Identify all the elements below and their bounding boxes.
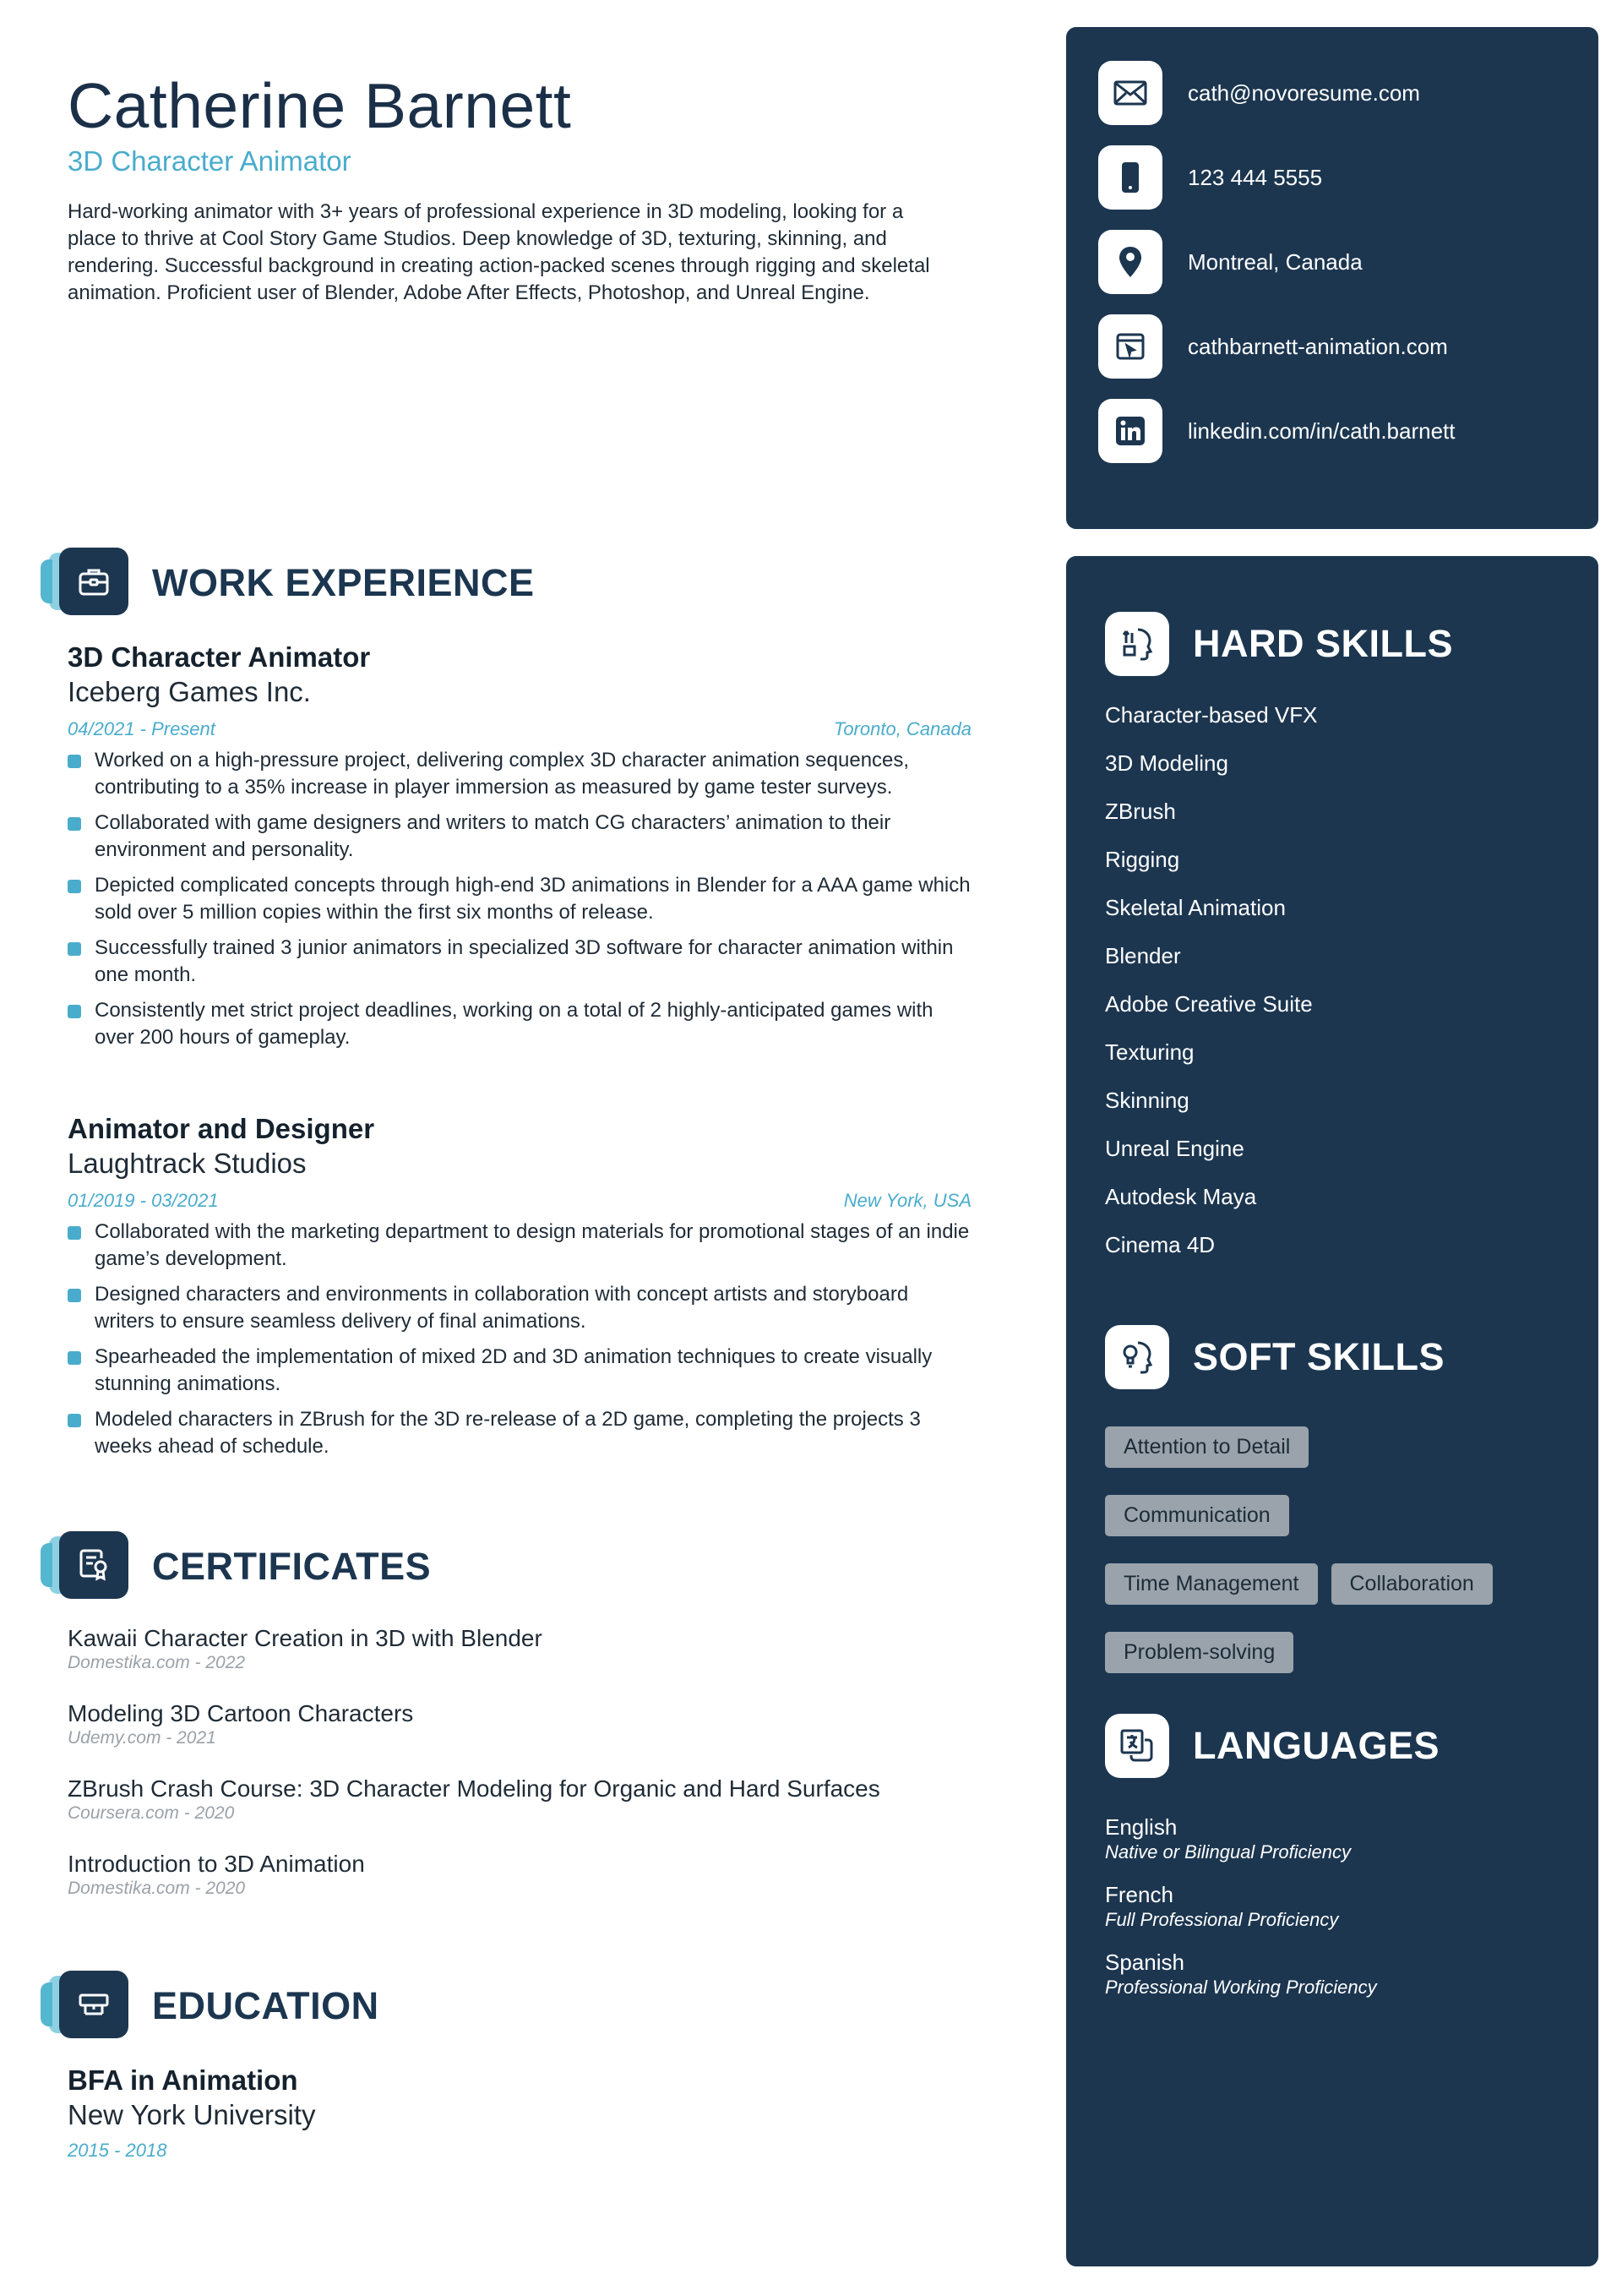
contact-email[interactable] xyxy=(1098,61,1420,125)
language-level: Professional Working Proficiency xyxy=(1105,1977,1377,1998)
bullet-item: Collaborated with game designers and writers to match CG characters’ animation to their environment and personality. xyxy=(68,810,972,864)
contact-text: 123 444 5555 xyxy=(1188,164,1323,190)
bullet-item: Consistently met strict project deadlines, working on a total of 2 highly-anticipated games with over 200 hours of gameplay. xyxy=(68,997,972,1051)
job-entry xyxy=(68,1112,972,1469)
contact-text: Montreal, Canada xyxy=(1188,248,1363,275)
hard-skill-item: Rigging xyxy=(1105,847,1180,872)
language-item xyxy=(1105,1813,1377,1864)
certificate-title: Introduction to 3D Animation xyxy=(68,1851,365,1877)
contact-text: cath@novoresume.com xyxy=(1188,79,1420,106)
heading-accent-bar xyxy=(41,1982,52,2026)
job-meta xyxy=(68,1190,972,1212)
tools-head-icon xyxy=(1105,612,1169,676)
bullet-item: Successfully trained 3 junior animators in specialized 3D software for character animation within one month. xyxy=(68,935,972,989)
certificate-item xyxy=(68,1850,972,1899)
bullet-item: Collaborated with the marketing department to design materials for promotional stages of an indie game’s development. xyxy=(68,1219,972,1273)
soft-skill-tag: Problem-solving xyxy=(1105,1632,1293,1673)
bullet-item: Spearheaded the implementation of mixed 2D and 3D animation techniques to create visually stunning animations. xyxy=(68,1344,972,1398)
translate-icon xyxy=(1105,1714,1169,1778)
bullet-item: Designed characters and environments in collaboration with concept artists and storyboard writers to ensure seamless delivery of final animations. xyxy=(68,1281,972,1335)
section-title: EDUCATION xyxy=(152,1984,379,2027)
language-name: Spanish xyxy=(1105,1950,1184,1975)
hard-skill-item: Cinema 4D xyxy=(1105,1232,1216,1257)
soft-skills-tags xyxy=(1105,1426,1561,1673)
certificate-item xyxy=(68,1624,972,1673)
certificate-source: Coursera.com - 2020 xyxy=(68,1803,235,1823)
degree-title: BFA in Animation xyxy=(68,2064,298,2096)
work-experience-heading xyxy=(41,548,581,615)
soft-skills-heading xyxy=(1105,1323,1445,1391)
certificate-title: ZBrush Crash Course: 3D Character Modeling for Organic and Hard Surfaces xyxy=(68,1775,880,1802)
hard-skills-heading xyxy=(1105,610,1453,678)
job-title: Animator and Designer xyxy=(68,1113,375,1144)
soft-skill-tag: Time Management xyxy=(1105,1563,1318,1605)
job-dates: 01/2019 - 03/2021 xyxy=(68,1190,219,1211)
section-title: SOFT SKILLS xyxy=(1193,1335,1445,1378)
phone-icon xyxy=(1098,145,1162,210)
job-title: 3D Character Animator xyxy=(68,641,371,673)
certificate-item xyxy=(68,1775,972,1824)
job-bullets xyxy=(68,1219,972,1460)
language-item xyxy=(1105,1881,1377,1932)
language-level: Native or Bilingual Proficiency xyxy=(1105,1841,1352,1862)
hard-skill-item: Blender xyxy=(1105,943,1181,968)
profile-summary: Hard-working animator with 3+ years of professional experience in 3D modeling, looking for a place to thrive at Cool Story Game Studios. Deep knowledge of 3D, texturing, skinning, and rendering. Successful background in creating action-packed scenes through rigging and skeletal animation. Proficient user of Blender, Adobe After Effects, Photoshop, and Unreal Engine. xyxy=(68,200,930,304)
job-entry xyxy=(68,641,972,1060)
bullet-item: Worked on a high-pressure project, delivering complex 3D character animation sequences, contributing to a 35% increase in player immersion as measured by game tester surveys. xyxy=(68,747,972,801)
language-name: English xyxy=(1105,1814,1178,1840)
linkedin-icon xyxy=(1098,399,1162,463)
hard-skill-item: Skinning xyxy=(1105,1088,1189,1113)
soft-skill-tag: Communication xyxy=(1105,1495,1289,1536)
certificate-icon xyxy=(59,1531,128,1599)
job-meta xyxy=(68,718,972,740)
hard-skill-item: Character-based VFX xyxy=(1105,702,1318,728)
job-company: Iceberg Games Inc. xyxy=(68,676,311,707)
education-entry xyxy=(68,2064,315,2162)
section-title: CERTIFICATES xyxy=(152,1545,432,1588)
contact-phone[interactable] xyxy=(1098,145,1322,210)
education-heading xyxy=(41,1971,581,2038)
lightbulb-head-icon xyxy=(1105,1325,1169,1389)
certificate-source: Domestika.com - 2020 xyxy=(68,1879,246,1898)
section-title: HARD SKILLS xyxy=(1193,622,1453,665)
language-level: Full Professional Proficiency xyxy=(1105,1909,1339,1930)
job-company: Laughtrack Studios xyxy=(68,1148,307,1179)
job-dates: 04/2021 - Present xyxy=(68,718,215,739)
hard-skill-item: ZBrush xyxy=(1105,799,1176,824)
certificate-title: Modeling 3D Cartoon Characters xyxy=(68,1700,414,1726)
certificate-source: Udemy.com - 2021 xyxy=(68,1728,216,1748)
certificates-heading xyxy=(41,1531,581,1599)
hard-skill-item: Adobe Creative Suite xyxy=(1105,991,1313,1017)
candidate-role: 3D Character Animator xyxy=(68,145,351,177)
location-icon xyxy=(1098,230,1162,294)
hard-skill-item: 3D Modeling xyxy=(1105,750,1228,776)
skills-panel xyxy=(1066,556,1598,2266)
contact-text: cathbarnett-animation.com xyxy=(1188,333,1448,359)
contact-website[interactable] xyxy=(1098,314,1448,379)
heading-accent-bar xyxy=(41,1543,52,1587)
hard-skills-list xyxy=(1105,700,1317,1278)
school-name: New York University xyxy=(68,2099,316,2130)
contact-linkedin[interactable] xyxy=(1098,399,1456,463)
language-name: French xyxy=(1105,1882,1173,1907)
email-icon xyxy=(1098,61,1162,125)
job-bullets xyxy=(68,747,972,1051)
job-location: New York, USA xyxy=(843,1190,972,1211)
contact-location xyxy=(1098,230,1363,294)
bullet-item: Depicted complicated concepts through high-end 3D animations in Blender for a AAA game which sold over 5 million copies within the first six months of release. xyxy=(68,872,972,926)
job-location: Toronto, Canada xyxy=(833,718,972,739)
soft-skill-tag: Attention to Detail xyxy=(1105,1426,1309,1468)
section-title: LANGUAGES xyxy=(1193,1724,1440,1767)
contact-text: linkedin.com/in/cath.barnett xyxy=(1188,417,1456,444)
education-dates: 2015 - 2018 xyxy=(68,2140,167,2161)
briefcase-icon xyxy=(59,548,128,615)
languages-heading xyxy=(1105,1712,1440,1780)
certificate-source: Domestika.com - 2022 xyxy=(68,1653,246,1672)
candidate-name: Catherine Barnett xyxy=(68,70,572,141)
contact-panel xyxy=(1066,27,1598,529)
heading-accent-bar xyxy=(41,559,52,603)
section-title: WORK EXPERIENCE xyxy=(152,561,535,604)
certificate-title: Kawaii Character Creation in 3D with Blender xyxy=(68,1625,542,1651)
bullet-item: Modeled characters in ZBrush for the 3D re-release of a 2D game, completing the projects 3 weeks ahead of schedule. xyxy=(68,1406,972,1460)
hard-skill-item: Autodesk Maya xyxy=(1105,1184,1257,1209)
hard-skill-item: Unreal Engine xyxy=(1105,1136,1244,1161)
certificate-item xyxy=(68,1699,972,1748)
soft-skill-tag: Collaboration xyxy=(1331,1563,1493,1605)
hard-skill-item: Texturing xyxy=(1105,1039,1195,1065)
graduation-cap-icon xyxy=(59,1971,128,2038)
language-item xyxy=(1105,1949,1377,1999)
website-icon xyxy=(1098,314,1162,379)
languages-list xyxy=(1105,1813,1377,2016)
hard-skill-item: Skeletal Animation xyxy=(1105,895,1286,920)
